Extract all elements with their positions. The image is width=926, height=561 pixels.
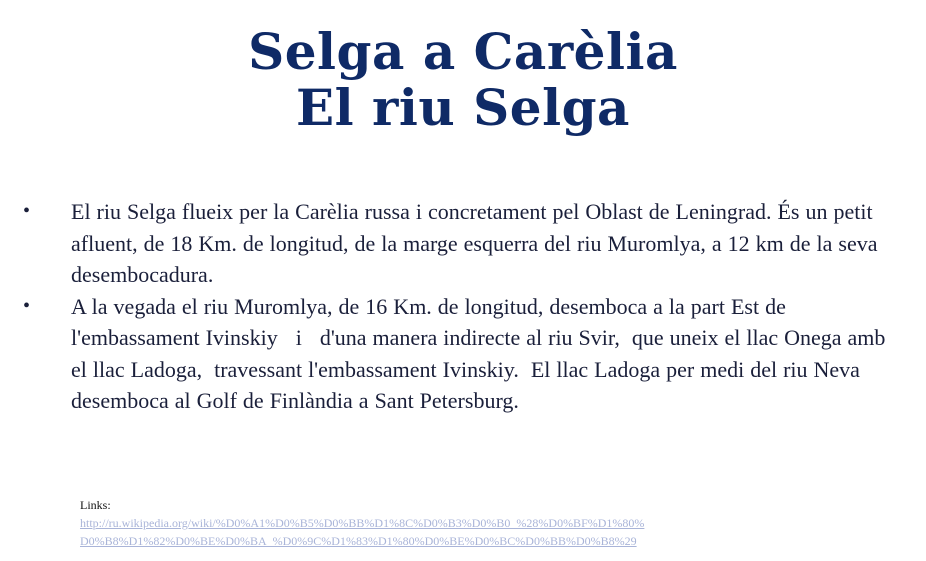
bullet-text-1: El riu Selga flueix per la Carèlia russa i concretament pel Oblast de Leningrad. És un petit afluent, de 18 Km. de longitud, de la marge esquerra del riu Muromlya, a 12 km de la seva desembocadura. [71,199,878,287]
links-section [80,496,880,550]
bullet-list [20,196,900,417]
wikipedia-link-line-1[interactable]: http://ru.wikipedia.org/wiki/%D0%A1%D0%B5%D0%BB%D1%8C%D0%B3%D0%B0_%28%D0%BF%D1%80% [80,516,645,530]
bullet-item-1 [20,196,900,291]
title-line-1: Selga a Carèlia [248,22,678,81]
bullet-marker-icon: • [23,294,31,317]
bullet-text-2: A la vegada el riu Muromlya, de 16 Km. de longitud, desemboca a la part Est de l'embassament Ivinskiy i d'una manera indirecte al riu Svir, que uneix el llac Onega amb el llac Ladoga, travessant l'embassament Ivinskiy. El llac Ladoga per medi del riu Neva desemboca al Golf de Finlàndia a Sant Petersburg. [71,293,892,413]
wikipedia-link-line-2[interactable]: D0%B8%D1%82%D0%BE%D0%BA_%D0%9C%D1%83%D1%80%D0%BE%D0%BC%D0%BB%D0%B8%29 [80,534,637,548]
links-label: Links: [80,498,111,512]
bullet-marker-icon: • [23,200,31,222]
title-line-2: El riu Selga [296,78,630,137]
slide-title [0,24,926,136]
bullet-item-2 [20,291,900,417]
